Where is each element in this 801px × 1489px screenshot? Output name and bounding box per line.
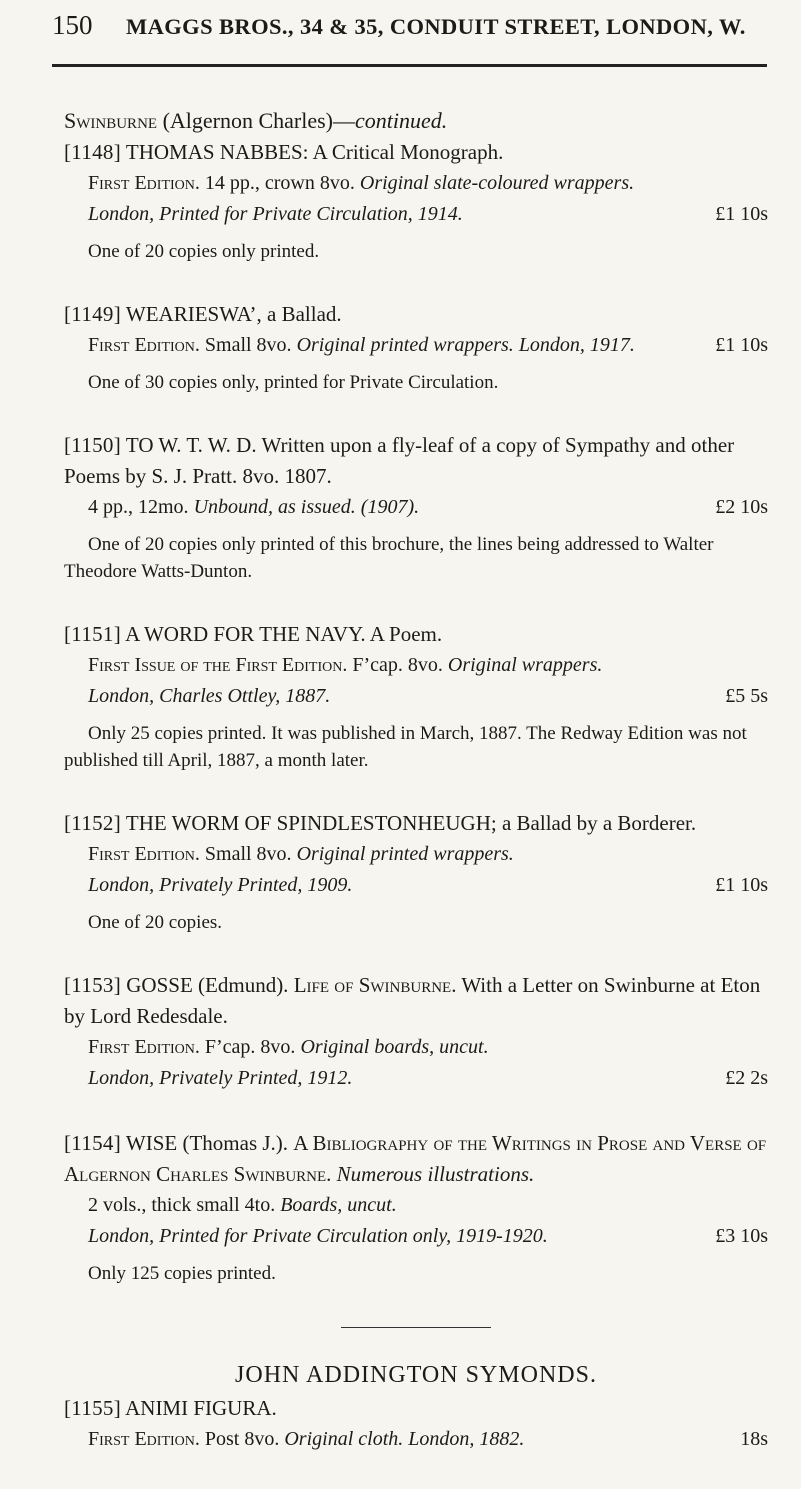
entry-edition: First Edition. xyxy=(88,843,200,865)
entry-title-line xyxy=(64,619,768,650)
entry-format: Small 8vo. xyxy=(204,334,292,356)
entry-title-line xyxy=(64,1128,768,1190)
entry-imprint: (1907). xyxy=(360,496,420,518)
entry-format: 4 pp., 12mo. xyxy=(88,496,189,518)
entry-note: Only 25 copies printed. It was published in March, 1887. The Redway Edition was not published till April, 1887, a month later. xyxy=(64,723,747,771)
entry-title: THE WORM OF SPINDLESTONHEUGH; a Ballad by a Borderer. xyxy=(125,811,697,835)
running-header xyxy=(52,10,767,50)
entry-format: 14 pp., crown 8vo. xyxy=(204,172,355,194)
section-heading: JOHN ADDINGTON SYMONDS. xyxy=(235,1362,597,1388)
entry-title-line xyxy=(64,808,768,839)
entry-binding: Original boards, uncut. xyxy=(300,1036,489,1058)
entry-title: WEARIESWA’, a Ballad. xyxy=(125,302,342,326)
lot-number: [1149] xyxy=(64,302,122,326)
entry-price: £2 2s xyxy=(725,1067,768,1089)
catalogue-body xyxy=(64,108,768,1489)
catalogue-entry xyxy=(64,137,768,265)
entry-price: £3 10s xyxy=(715,1225,768,1247)
entry-edition: First Edition. xyxy=(88,172,200,194)
entry-imprint: London, Charles Ottley, 1887. xyxy=(88,685,331,707)
entry-binding: Original slate-coloured wrappers. xyxy=(359,172,635,194)
lot-number: [1154] xyxy=(64,1131,122,1155)
entry-binding: Original cloth. xyxy=(284,1428,404,1450)
author-heading xyxy=(64,108,768,134)
section-divider xyxy=(341,1327,491,1328)
entry-subtitle: With a Letter on Swinburne at Eton by Lord Redesdale. xyxy=(64,973,761,1028)
entry-title: Life of Swinburne. xyxy=(293,973,457,997)
entry-imprint-line xyxy=(64,1221,768,1252)
header-rule xyxy=(52,64,767,67)
entry-format: Small 8vo. xyxy=(204,843,292,865)
lot-number: [1150] xyxy=(64,433,122,457)
entry-note: One of 30 copies only, printed for Private Circulation. xyxy=(88,372,499,393)
entry-imprint: London, Privately Printed, 1909. xyxy=(88,874,353,896)
entry-imprint: London, Privately Printed, 1912. xyxy=(88,1067,353,1089)
entry-author: GOSSE (Edmund). xyxy=(126,973,289,997)
entry-author: WISE (Thomas J.). xyxy=(125,1131,289,1155)
entry-title: ANIMI FIGURA. xyxy=(125,1396,277,1420)
entry-imprint-line xyxy=(64,870,768,901)
catalogue-entry xyxy=(64,1128,768,1287)
entry-price: £2 10s xyxy=(715,496,768,518)
entry-format: Post 8vo. xyxy=(204,1428,280,1450)
entry-format: F’cap. 8vo. xyxy=(204,1036,296,1058)
entry-details xyxy=(64,650,768,681)
entry-details xyxy=(64,1190,768,1221)
catalogue-entry xyxy=(64,970,768,1094)
entry-details xyxy=(64,839,768,870)
entry-imprint: London, Printed for Private Circulation, 1914. xyxy=(88,203,463,225)
entry-imprint-line xyxy=(64,681,768,712)
lot-number: [1148] xyxy=(64,140,122,164)
entry-binding: Original printed wrappers. xyxy=(296,334,514,356)
entry-details xyxy=(64,330,768,361)
entry-title-line xyxy=(64,970,768,1032)
entry-title-line xyxy=(64,430,768,492)
entry-title: TO W. T. W. D. Written upon a fly-leaf of a copy of Sympathy and other Poems by S. J. Pratt. 8vo. 1807. xyxy=(64,433,735,488)
entry-price: £1 10s xyxy=(715,334,768,356)
entry-details xyxy=(64,1424,768,1455)
entry-title: THOMAS NABBES: A Critical Monograph. xyxy=(125,140,504,164)
entry-imprint: London, 1882. xyxy=(408,1428,525,1450)
entry-details xyxy=(64,492,768,523)
author-surname: Swinburne xyxy=(64,108,158,133)
entry-note: One of 20 copies only printed. xyxy=(88,241,320,262)
entry-edition: First Edition. xyxy=(88,334,200,356)
entry-title-line xyxy=(64,1393,768,1424)
entry-imprint: London, 1917. xyxy=(518,334,635,356)
entry-note: Only 125 copies printed. xyxy=(88,1263,276,1284)
entry-price: 18s xyxy=(740,1428,768,1450)
entry-binding: Unbound, as issued. xyxy=(193,496,356,518)
entry-title: A Bibliography of the Writings in Prose and Verse of Algernon Charles Swinburne. xyxy=(64,1131,767,1186)
lot-number: [1152] xyxy=(64,811,122,835)
catalogue-entry xyxy=(64,1393,768,1455)
entry-binding: Original wrappers. xyxy=(447,654,603,676)
lot-number: [1153] xyxy=(64,973,122,997)
catalogue-entry xyxy=(64,430,768,585)
entry-note: One of 20 copies. xyxy=(88,912,223,933)
entry-price: £1 10s xyxy=(715,203,768,225)
entry-title-line xyxy=(64,299,768,330)
entry-edition: First Edition. xyxy=(88,1428,200,1450)
entry-subtitle: Numerous illustrations. xyxy=(336,1162,535,1186)
lot-number: [1155] xyxy=(64,1396,122,1420)
running-head-title: MAGGS BROS., 34 & 35, CONDUIT STREET, LONDON, W. xyxy=(126,14,746,39)
continued-label: continued. xyxy=(355,108,448,133)
author-forenames: (Algernon Charles)— xyxy=(162,108,356,133)
entry-binding: Boards, uncut. xyxy=(280,1194,397,1216)
catalogue-entry xyxy=(64,808,768,936)
page-number: 150 xyxy=(52,10,93,40)
entry-price: £5 5s xyxy=(725,685,768,707)
catalogue-entry xyxy=(64,619,768,774)
entry-title: A WORD FOR THE NAVY. A Poem. xyxy=(125,622,443,646)
catalogue-entry xyxy=(64,299,768,396)
entry-format: 2 vols., thick small 4to. xyxy=(88,1194,276,1216)
entry-edition: First Edition. xyxy=(88,1036,200,1058)
entry-binding: Original printed wrappers. xyxy=(296,843,514,865)
lot-number: [1151] xyxy=(64,622,122,646)
entry-details xyxy=(64,168,768,199)
entry-title-line xyxy=(64,137,768,168)
entry-details xyxy=(64,1032,768,1063)
entry-format: F’cap. 8vo. xyxy=(352,654,443,676)
entry-price: £1 10s xyxy=(715,874,768,896)
entry-edition: First Issue of the First Edition. xyxy=(88,654,348,676)
entry-imprint-line xyxy=(64,1063,768,1094)
entry-imprint: London, Printed for Private Circulation only, 1919-1920. xyxy=(88,1225,548,1247)
entry-note: One of 20 copies only printed of this brochure, the lines being addressed to Walter Theodore Watts-Dunton. xyxy=(64,534,714,582)
entry-imprint-line xyxy=(64,199,768,230)
